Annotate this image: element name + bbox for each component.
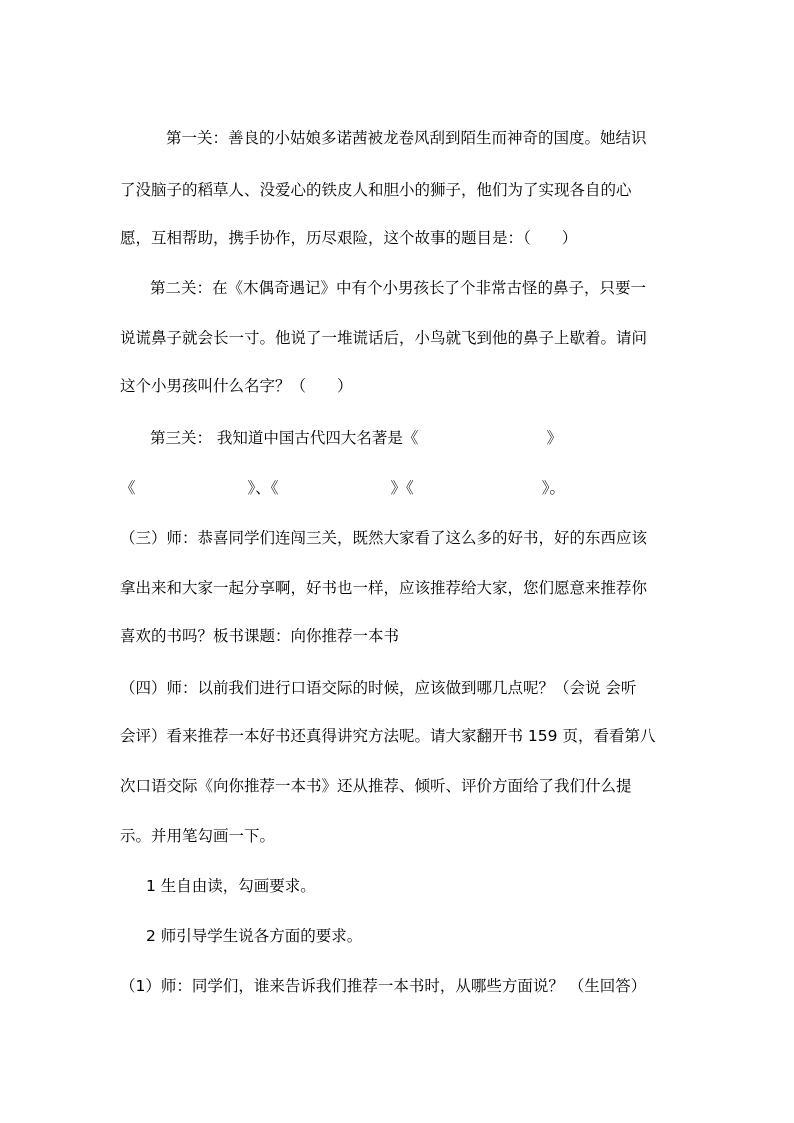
book-title-close: 》 xyxy=(546,429,562,447)
step-item: 2 师引导学生说各方面的要求。 xyxy=(146,927,363,945)
book-title-separator: 》《 xyxy=(390,479,414,497)
paragraph-line: 第二关：在《木偶奇遇记》中有个小男孩长了个非常古怪的鼻子，只要一 xyxy=(150,279,647,297)
paragraph-line: 了没脑子的稻草人、没爱心的铁皮人和胆小的狮子，他们为了实现各自的心 xyxy=(120,181,632,199)
book-title-separator: 》、《 xyxy=(247,479,279,497)
fill-in-line xyxy=(120,478,565,498)
book-title-open: 《 xyxy=(120,479,136,497)
book-title-end: 》。 xyxy=(541,479,566,497)
question-text: 第三关： 我知道中国古代四大名著是《 xyxy=(150,429,419,447)
fill-in-line xyxy=(150,428,562,448)
paragraph-line: （四）师：以前我们进行口语交际的时候，应该做到哪几点呢？（会说 会听 xyxy=(120,679,637,697)
paragraph-line: 说谎鼻子就会长一寸。他说了一堆谎话后，小鸟就飞到他的鼻子上歇着。请问 xyxy=(120,329,648,347)
step-item: 1 生自由读，勾画要求。 xyxy=(146,877,316,895)
step-item: （1）师：同学们，谁来告诉我们推荐一本书时，从哪些方面说？ （生回答） xyxy=(120,977,647,995)
paragraph-line: 示。并用笔勾画一下。 xyxy=(120,827,276,845)
paragraph-line: 第一关：善良的小姑娘多诺茜被龙卷风刮到陌生而神奇的国度。她结识 xyxy=(166,129,647,147)
paragraph-line: （三）师：恭喜同学们连闯三关，既然大家看了这么多的好书，好的东西应该 xyxy=(120,529,648,547)
paragraph-line: 会评）看来推荐一本好书还真得讲究方法呢。请大家翻开书 159 页，看看第八 xyxy=(120,727,656,745)
paragraph-line: 拿出来和大家一起分享啊，好书也一样，应该推荐给大家，您们愿意来推荐你 xyxy=(120,579,648,597)
paragraph-line: 次口语交际《向你推荐一本书》还从推荐、倾听、评价方面给了我们什么提 xyxy=(120,777,632,795)
paragraph-line: 这个小男孩叫什么名字？（ ） xyxy=(120,377,353,395)
paragraph-line: 愿，互相帮助，携手协作，历尽艰险，这个故事的题目是：（ ） xyxy=(120,229,578,247)
paragraph-line: 喜欢的书吗？板书课题：向你推荐一本书 xyxy=(120,627,400,645)
